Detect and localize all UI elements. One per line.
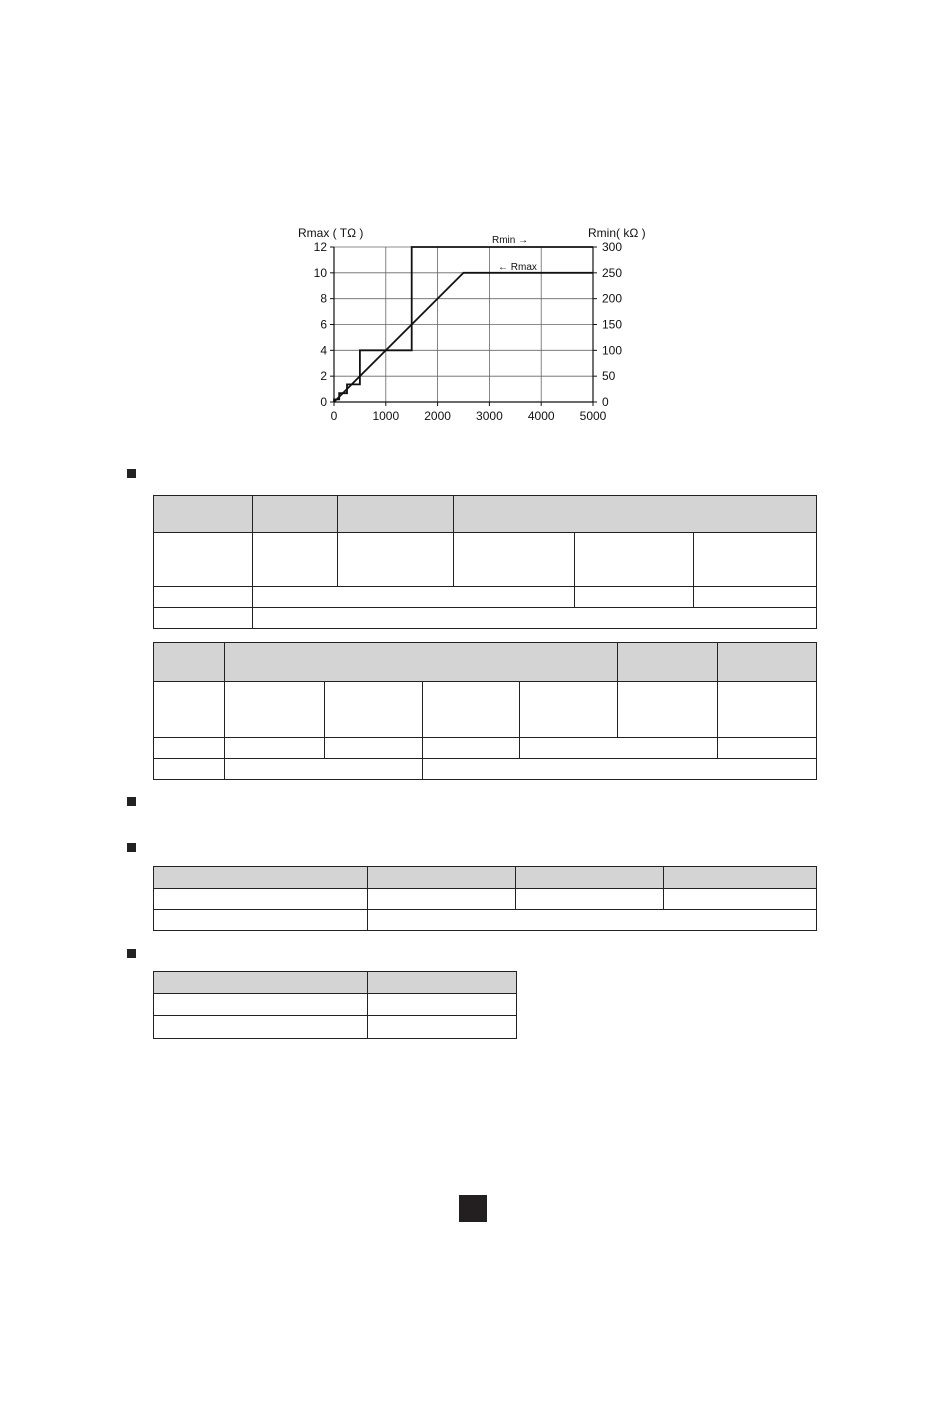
table-cell — [423, 759, 817, 780]
table-cell — [225, 759, 423, 780]
table-cell — [454, 533, 575, 587]
table-cell — [154, 910, 368, 931]
table-cell — [338, 496, 454, 533]
table-cell — [154, 759, 225, 780]
table-cell — [154, 643, 225, 682]
y-right-tick-label: 50 — [602, 369, 616, 384]
y-left-tick-label: 2 — [320, 369, 327, 384]
table-cell — [225, 738, 325, 759]
x-tick-label: 4000 — [527, 409, 555, 423]
table-cell — [368, 910, 817, 931]
table-cell — [154, 608, 253, 629]
table-row — [154, 910, 817, 931]
table-cell — [520, 738, 718, 759]
y-right-tick-label: 100 — [602, 343, 623, 358]
y-right-tick-label: 200 — [602, 291, 623, 306]
table-cell — [325, 738, 423, 759]
table-row — [154, 533, 817, 587]
table-cell — [154, 972, 368, 994]
y-axis-right-label: Rmin( kΩ ) — [588, 226, 646, 240]
page-number-marker — [459, 1195, 487, 1222]
table-cell — [253, 496, 338, 533]
table-cell — [225, 682, 325, 738]
y-left-tick-label: 0 — [320, 395, 327, 409]
table-cell — [516, 867, 664, 889]
table-cell — [154, 496, 253, 533]
table-cell — [154, 867, 368, 889]
spec-table-2 — [153, 642, 817, 780]
table-cell — [520, 682, 618, 738]
table-row — [154, 867, 817, 889]
table-cell — [225, 643, 618, 682]
table-cell — [618, 643, 718, 682]
table-cell — [154, 738, 225, 759]
x-tick-label: 2000 — [424, 409, 451, 423]
table-cell — [154, 1016, 368, 1039]
section-1-bullet — [127, 469, 136, 478]
table-row — [154, 587, 817, 608]
table-cell — [575, 587, 694, 608]
x-tick-label: 5000 — [579, 409, 607, 423]
table-row — [154, 738, 817, 759]
table-cell — [718, 738, 817, 759]
rmin-series-label: Rmin → — [492, 235, 529, 246]
table-cell — [253, 533, 338, 587]
section-3-bullet — [127, 843, 136, 852]
table-cell — [423, 738, 520, 759]
table-cell — [575, 533, 694, 587]
y-left-tick-label: 8 — [320, 291, 327, 306]
table-cell — [664, 889, 817, 910]
chart-ticks — [314, 240, 623, 423]
table-cell — [368, 889, 516, 910]
table-cell — [694, 587, 817, 608]
section-4-bullet — [127, 949, 136, 958]
table-cell — [154, 994, 368, 1016]
x-tick-label: 1000 — [372, 409, 400, 423]
table-row — [154, 643, 817, 682]
table-row — [154, 608, 817, 629]
y-left-tick-label: 12 — [313, 240, 327, 254]
y-right-tick-label: 300 — [602, 240, 623, 254]
table-row — [154, 889, 817, 910]
table-cell — [368, 1016, 517, 1039]
table-cell — [154, 587, 253, 608]
spec-table-1 — [153, 495, 817, 629]
table-row — [154, 682, 817, 738]
x-tick-label: 3000 — [476, 409, 503, 423]
y-left-tick-label: 4 — [320, 343, 327, 358]
y-left-tick-label: 10 — [313, 265, 327, 280]
table-cell — [368, 994, 517, 1016]
table-cell — [516, 889, 664, 910]
table-cell — [154, 682, 225, 738]
table-row — [154, 759, 817, 780]
table-cell — [618, 682, 718, 738]
table-cell — [694, 533, 817, 587]
spec-table-3 — [153, 866, 817, 931]
y-axis-left-label: Rmax ( TΩ ) — [298, 226, 364, 240]
y-right-tick-label: 250 — [602, 265, 623, 280]
x-tick-label: 0 — [330, 409, 338, 423]
table-cell — [718, 643, 817, 682]
table-cell — [338, 533, 454, 587]
rmax-series-label: ← Rmax — [498, 262, 537, 273]
table-cell — [423, 682, 520, 738]
table-row — [154, 496, 817, 533]
table-cell — [154, 533, 253, 587]
table-cell — [454, 496, 817, 533]
chart-grid — [334, 247, 593, 402]
resistance-chart — [280, 218, 660, 438]
y-left-tick-label: 6 — [320, 317, 327, 332]
spec-table-4 — [153, 971, 517, 1039]
table-cell — [368, 972, 517, 994]
table-cell — [718, 682, 817, 738]
table-cell — [253, 587, 575, 608]
table-row — [154, 994, 517, 1016]
table-row — [154, 972, 517, 994]
table-row — [154, 1016, 517, 1039]
table-cell — [368, 867, 516, 889]
table-cell — [664, 867, 817, 889]
y-right-tick-label: 150 — [602, 317, 623, 332]
series-line-rmax — [334, 273, 593, 402]
table-cell — [253, 608, 817, 629]
y-right-tick-label: 0 — [602, 395, 609, 409]
table-cell — [154, 889, 368, 910]
section-2-bullet — [127, 797, 136, 806]
table-cell — [325, 682, 423, 738]
